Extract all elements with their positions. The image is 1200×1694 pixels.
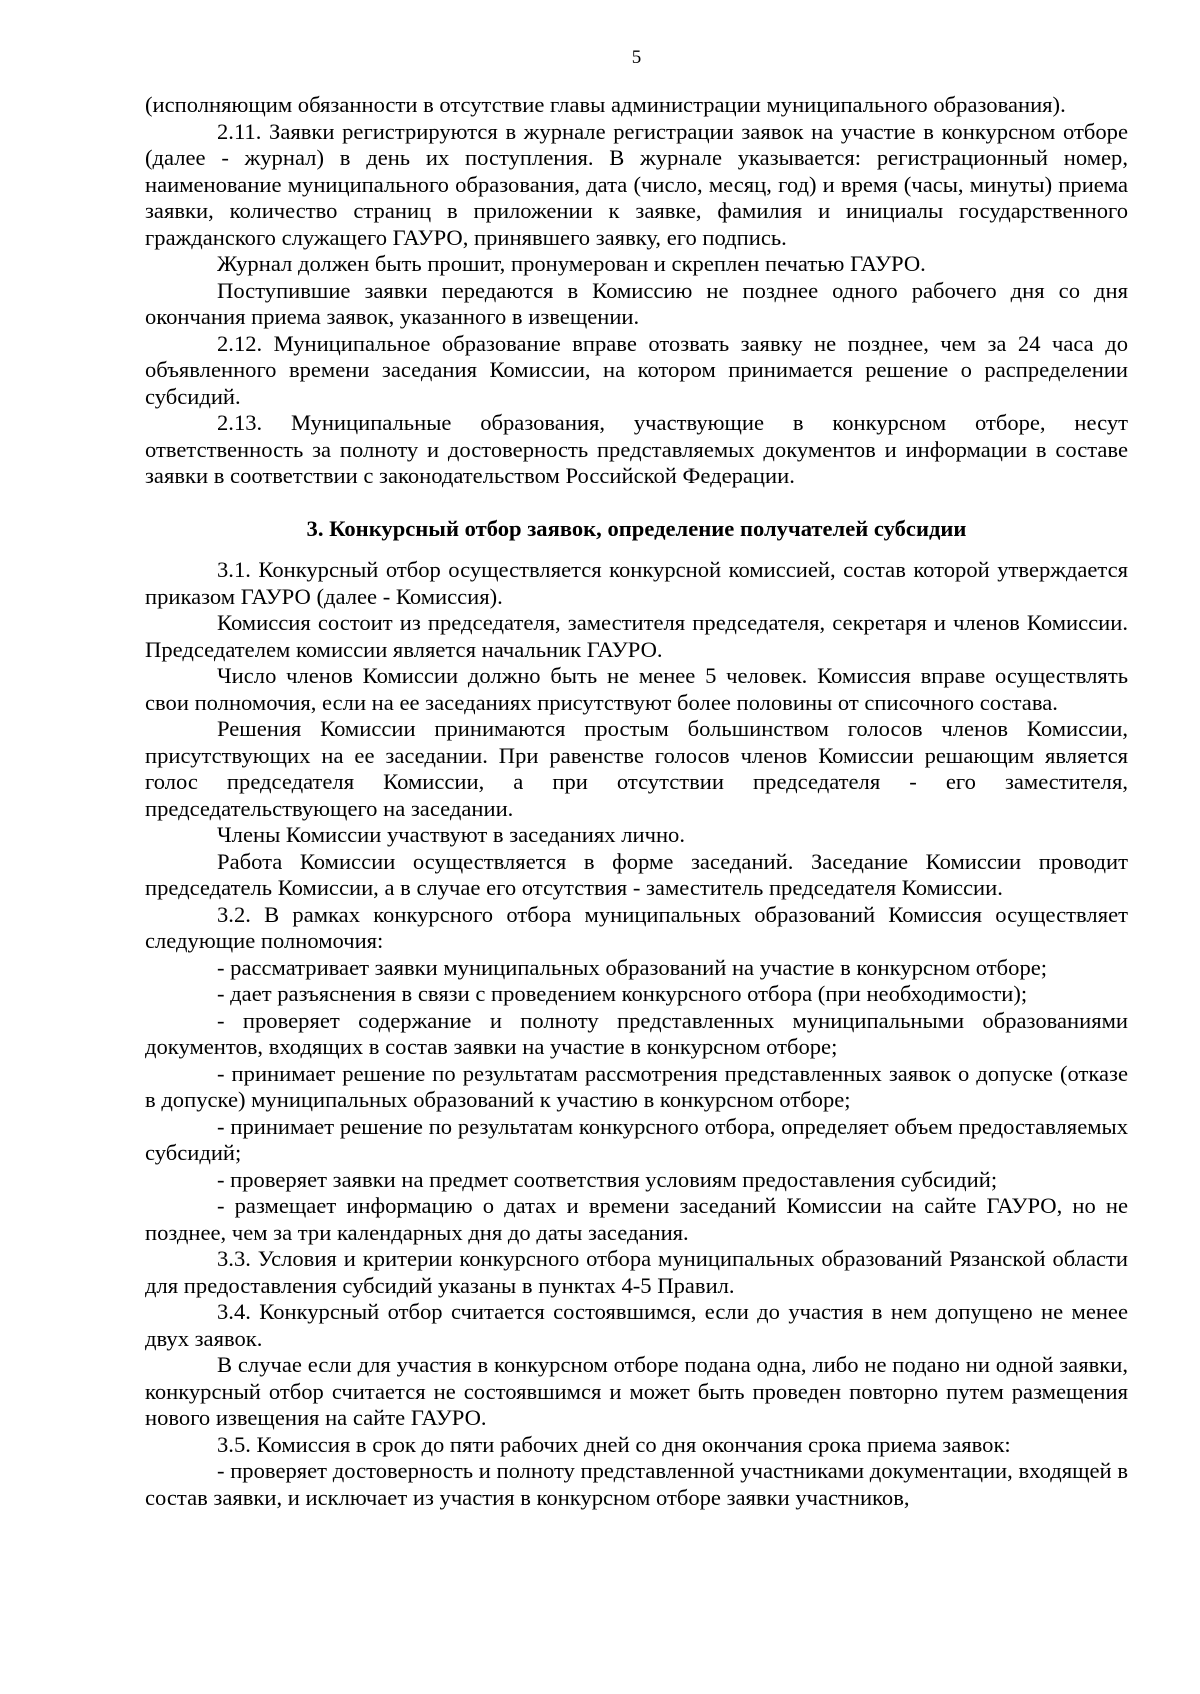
paragraph-meetings: Работа Комиссии осуществляется в форме заседаний. Заседание Комиссии проводит председатель Комиссии, а в случае его отсутствия - заместитель председателя Комиссии. bbox=[145, 848, 1128, 900]
list-item: - дает разъяснения в связи с проведением конкурсного отбора (при необходимости); bbox=[217, 981, 1028, 1006]
page-number: 5 bbox=[631, 47, 642, 68]
paragraph-failed-selection: В случае если для участия в конкурсном отборе подана одна, либо не подано ни одной заявки, конкурсный отбор считается не состоявшимся и может быть проведен повторно путем размещения нового извещения на сайте ГАУРО. bbox=[145, 1352, 1128, 1430]
paragraph-commission-composition: Комиссия состоит из председателя, заместителя председателя, секретаря и членов Комиссии. Председателем комиссии является начальник ГАУРО. bbox=[145, 610, 1128, 662]
list-item: - проверяет достоверность и полноту представленной участниками документации, входящей в состав заявки, и исключает из участия в конкурсном отборе заявки участников, bbox=[145, 1458, 1128, 1510]
list-item: - рассматривает заявки муниципальных образований на участие в конкурсном отборе; bbox=[217, 954, 1048, 980]
paragraph-transfer: Поступившие заявки передаются в Комиссию не позднее одного рабочего дня со дня окончания приема заявок, указанного в извещении. bbox=[145, 277, 1128, 329]
paragraph-personal-participation: Члены Комиссии участвуют в заседаниях лично. bbox=[217, 822, 685, 847]
paragraph-3-3: 3.3. Условия и критерии конкурсного отбора муниципальных образований Рязанской области для предоставления субсидий указаны в пунктах 4-5 Правил. bbox=[145, 1246, 1128, 1298]
paragraph-3-4: 3.4. Конкурсный отбор считается состоявшимся, если до участия в нем допущено не менее двух заявок. bbox=[145, 1299, 1128, 1351]
paragraph-2-13: 2.13. Муниципальные образования, участвующие в конкурсном отборе, несут ответственность за полноту и достоверность представляемых документов и информации в составе заявки в соответствии с законодательством Российской Федерации. bbox=[145, 410, 1128, 488]
paragraph-2-11: 2.11. Заявки регистрируются в журнале регистрации заявок на участие в конкурсном отборе (далее - журнал) в день их поступления. В журнале указывается: регистрационный номер, наименование муниципального образования, дата (число, месяц, год) и время (часы, минуты) приема заявки, количество страниц в приложении к заявке, фамилия и инициалы государственного гражданского служащего ГАУРО, принявшего заявку, его подпись. bbox=[145, 118, 1128, 250]
paragraph-2-10-continuation: (исполняющим обязанности в отсутствие главы администрации муниципального образования). bbox=[145, 92, 1066, 117]
paragraph-3-1: 3.1. Конкурсный отбор осуществляется конкурсной комиссией, состав которой утверждается приказом ГАУРО (далее - Комиссия). bbox=[145, 557, 1128, 609]
list-item: - размещает информацию о датах и времени заседаний Комиссии на сайте ГАУРО, но не позднее, чем за три календарных дня до даты заседания. bbox=[145, 1193, 1128, 1245]
list-item: - принимает решение по результатам рассмотрения представленных заявок о допуске (отказе в допуске) муниципальных образований к участию в конкурсном отборе; bbox=[145, 1060, 1128, 1112]
paragraph-3-2: 3.2. В рамках конкурсного отбора муниципальных образований Комиссия осуществляет следующие полномочия: bbox=[145, 901, 1128, 953]
paragraph-2-12: 2.12. Муниципальное образование вправе отозвать заявку не позднее, чем за 24 часа до объявленного времени заседания Комиссии, на котором принимается решение о распределении субсидий. bbox=[145, 330, 1128, 409]
section-3-heading: 3. Конкурсный отбор заявок, определение получателей субсидии bbox=[306, 515, 967, 541]
paragraph-3-5: 3.5. Комиссия в срок до пяти рабочих дней со дня окончания срока приема заявок: bbox=[217, 1431, 1011, 1457]
paragraph-commission-size: Число членов Комиссии должно быть не менее 5 человек. Комиссия вправе осуществлять свои полномочия, если на ее заседаниях присутствуют более половины от списочного состава. bbox=[145, 663, 1128, 715]
list-item: - принимает решение по результатам конкурсного отбора, определяет объем предоставляемых субсидий; bbox=[145, 1113, 1128, 1165]
list-item: - проверяет заявки на предмет соответствия условиям предоставления субсидий; bbox=[217, 1166, 998, 1192]
paragraph-decisions: Решения Комиссии принимаются простым большинством голосов членов Комиссии, присутствующих на ее заседании. При равенстве голосов членов Комиссии решающим является голос председателя Комиссии, а при отсутствии председателя - его заместителя, председательствующего на заседании. bbox=[145, 716, 1128, 821]
paragraph-journal: Журнал должен быть прошит, пронумерован и скреплен печатью ГАУРО. bbox=[217, 251, 926, 276]
list-item: - проверяет содержание и полноту представленных муниципальными образованиями документов, входящих в состав заявки на участие в конкурсном отборе; bbox=[145, 1007, 1128, 1059]
document-page bbox=[145, 48, 1128, 1511]
